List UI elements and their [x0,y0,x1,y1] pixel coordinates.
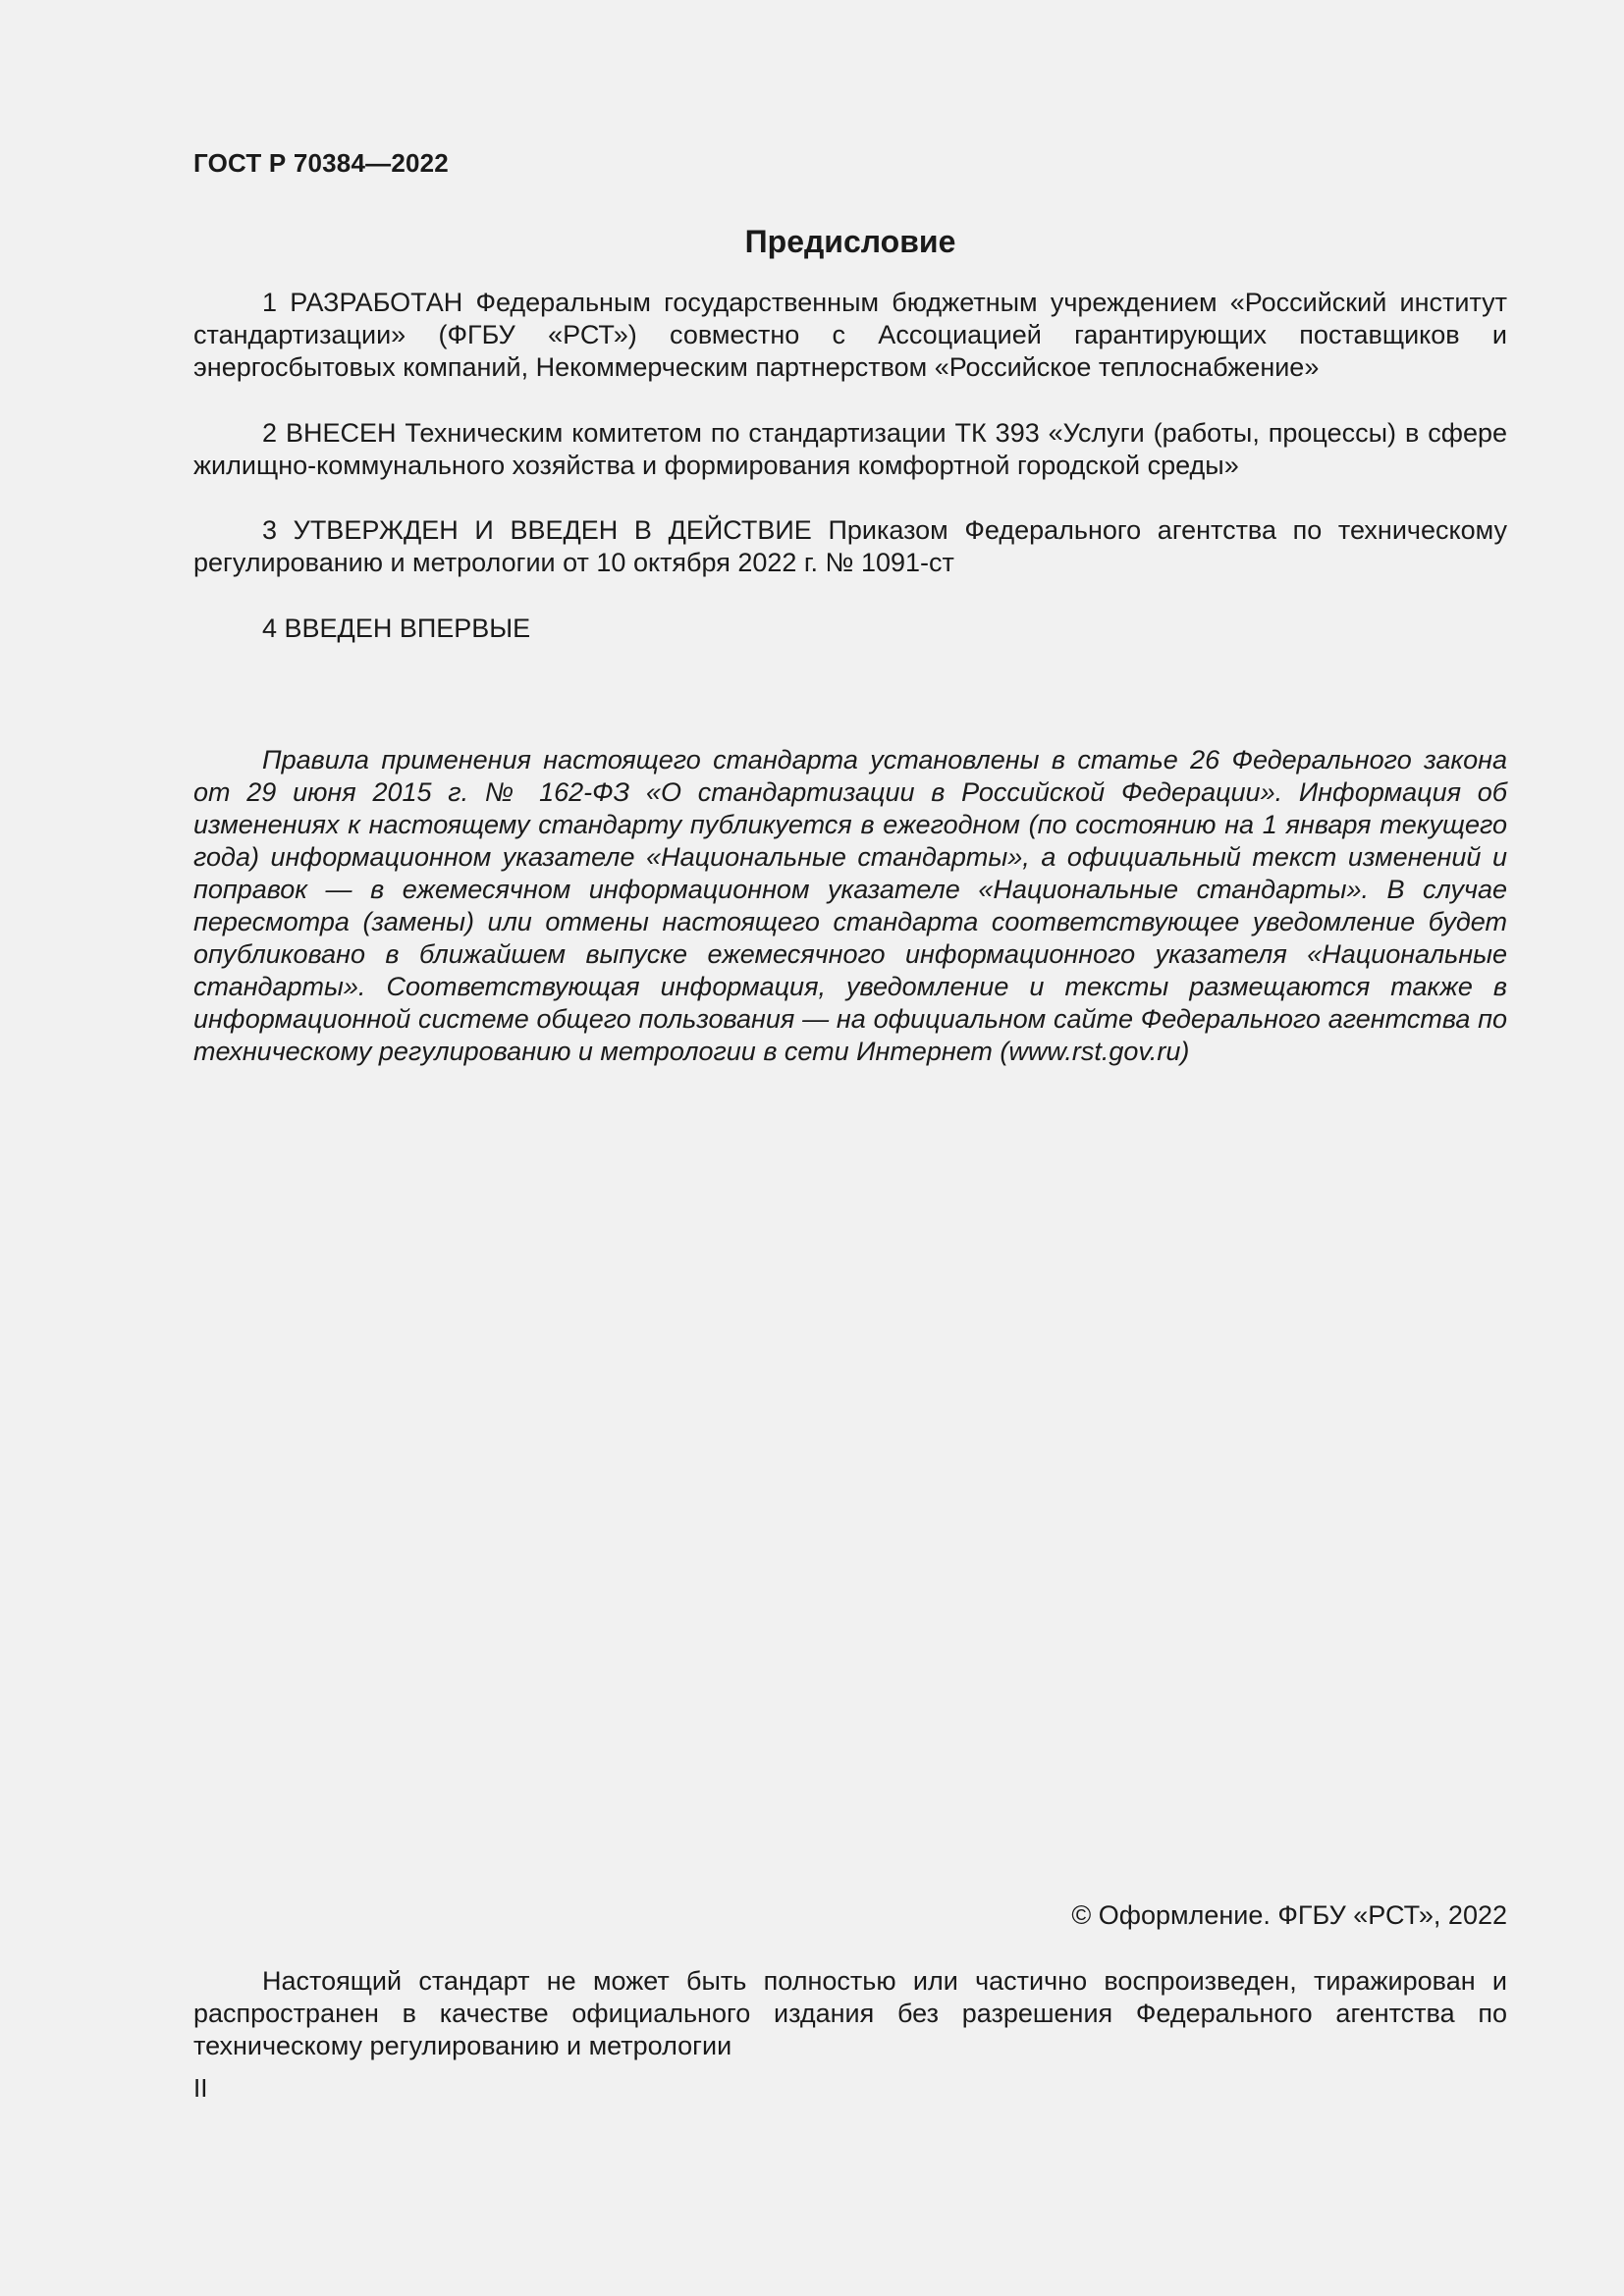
preface-item-first-introduced: 4 ВВЕДЕН ВПЕРВЫЕ [262,614,531,643]
document-number: ГОСТ Р 70384—2022 [193,148,449,178]
page-number: II [193,2073,208,2103]
application-rules-paragraph: Правила применения настоящего стандарта установлены в статье 26 Федерального закона от 29 июня 2015 г. № 162-ФЗ «О стандартизации в Российской Федерации». Информация об изменениях к настоящему стандарту публикуется в ежегодном (по состоянию на 1 января текущего года) информационном указателе «Национальные стандарты», а официальный текст изменений и поправок — в ежемесячном информационном указателе «Национальные стандарты». В случае пересмотра (замены) или отмены настоящего стандарта соответствующее уведомление будет опубликовано в ближайшем выпуске ежемесячного информационного указателя «Национальные стандарты». Соответствующая информация, уведомление и тексты размещаются также в информационной системе общего пользования — на официальном сайте Федерального агентства по техническому регулированию и метрологии в сети Интернет (www.rst.gov.ru) [193,745,1507,1066]
preface-title: Предисловие [744,224,956,259]
preface-item-developed: 1 РАЗРАБОТАН Федеральным государственным бюджетным учреждением «Российский институт стандартизации» (ФГБУ «РСТ») совместно с Ассоциацией гарантирующих поставщиков и энергосбытовых компаний, Некоммерческим партнерством «Российское теплоснабжение» [193,288,1507,382]
preface-item-approved: 3 УТВЕРЖДЕН И ВВЕДЕН В ДЕЙСТВИЕ Приказом Федерального агентства по техническому регулированию и метрологии от 10 октября 2022 г. № 1091-ст [193,515,1507,577]
reproduction-notice: Настоящий стандарт не может быть полностью или частично воспроизведен, тиражирован и распространен в качестве официального издания без разрешения Федерального агентства по техническому регулированию и метрологии [193,1966,1507,2060]
copyright-notice: © Оформление. ФГБУ «РСТ», 2022 [1071,1900,1507,1930]
preface-item-introduced: 2 ВНЕСЕН Техническим комитетом по стандартизации ТК 393 «Услуги (работы, процессы) в сфере жилищно-коммунального хозяйства и формирования комфортной городской среды» [193,418,1507,480]
